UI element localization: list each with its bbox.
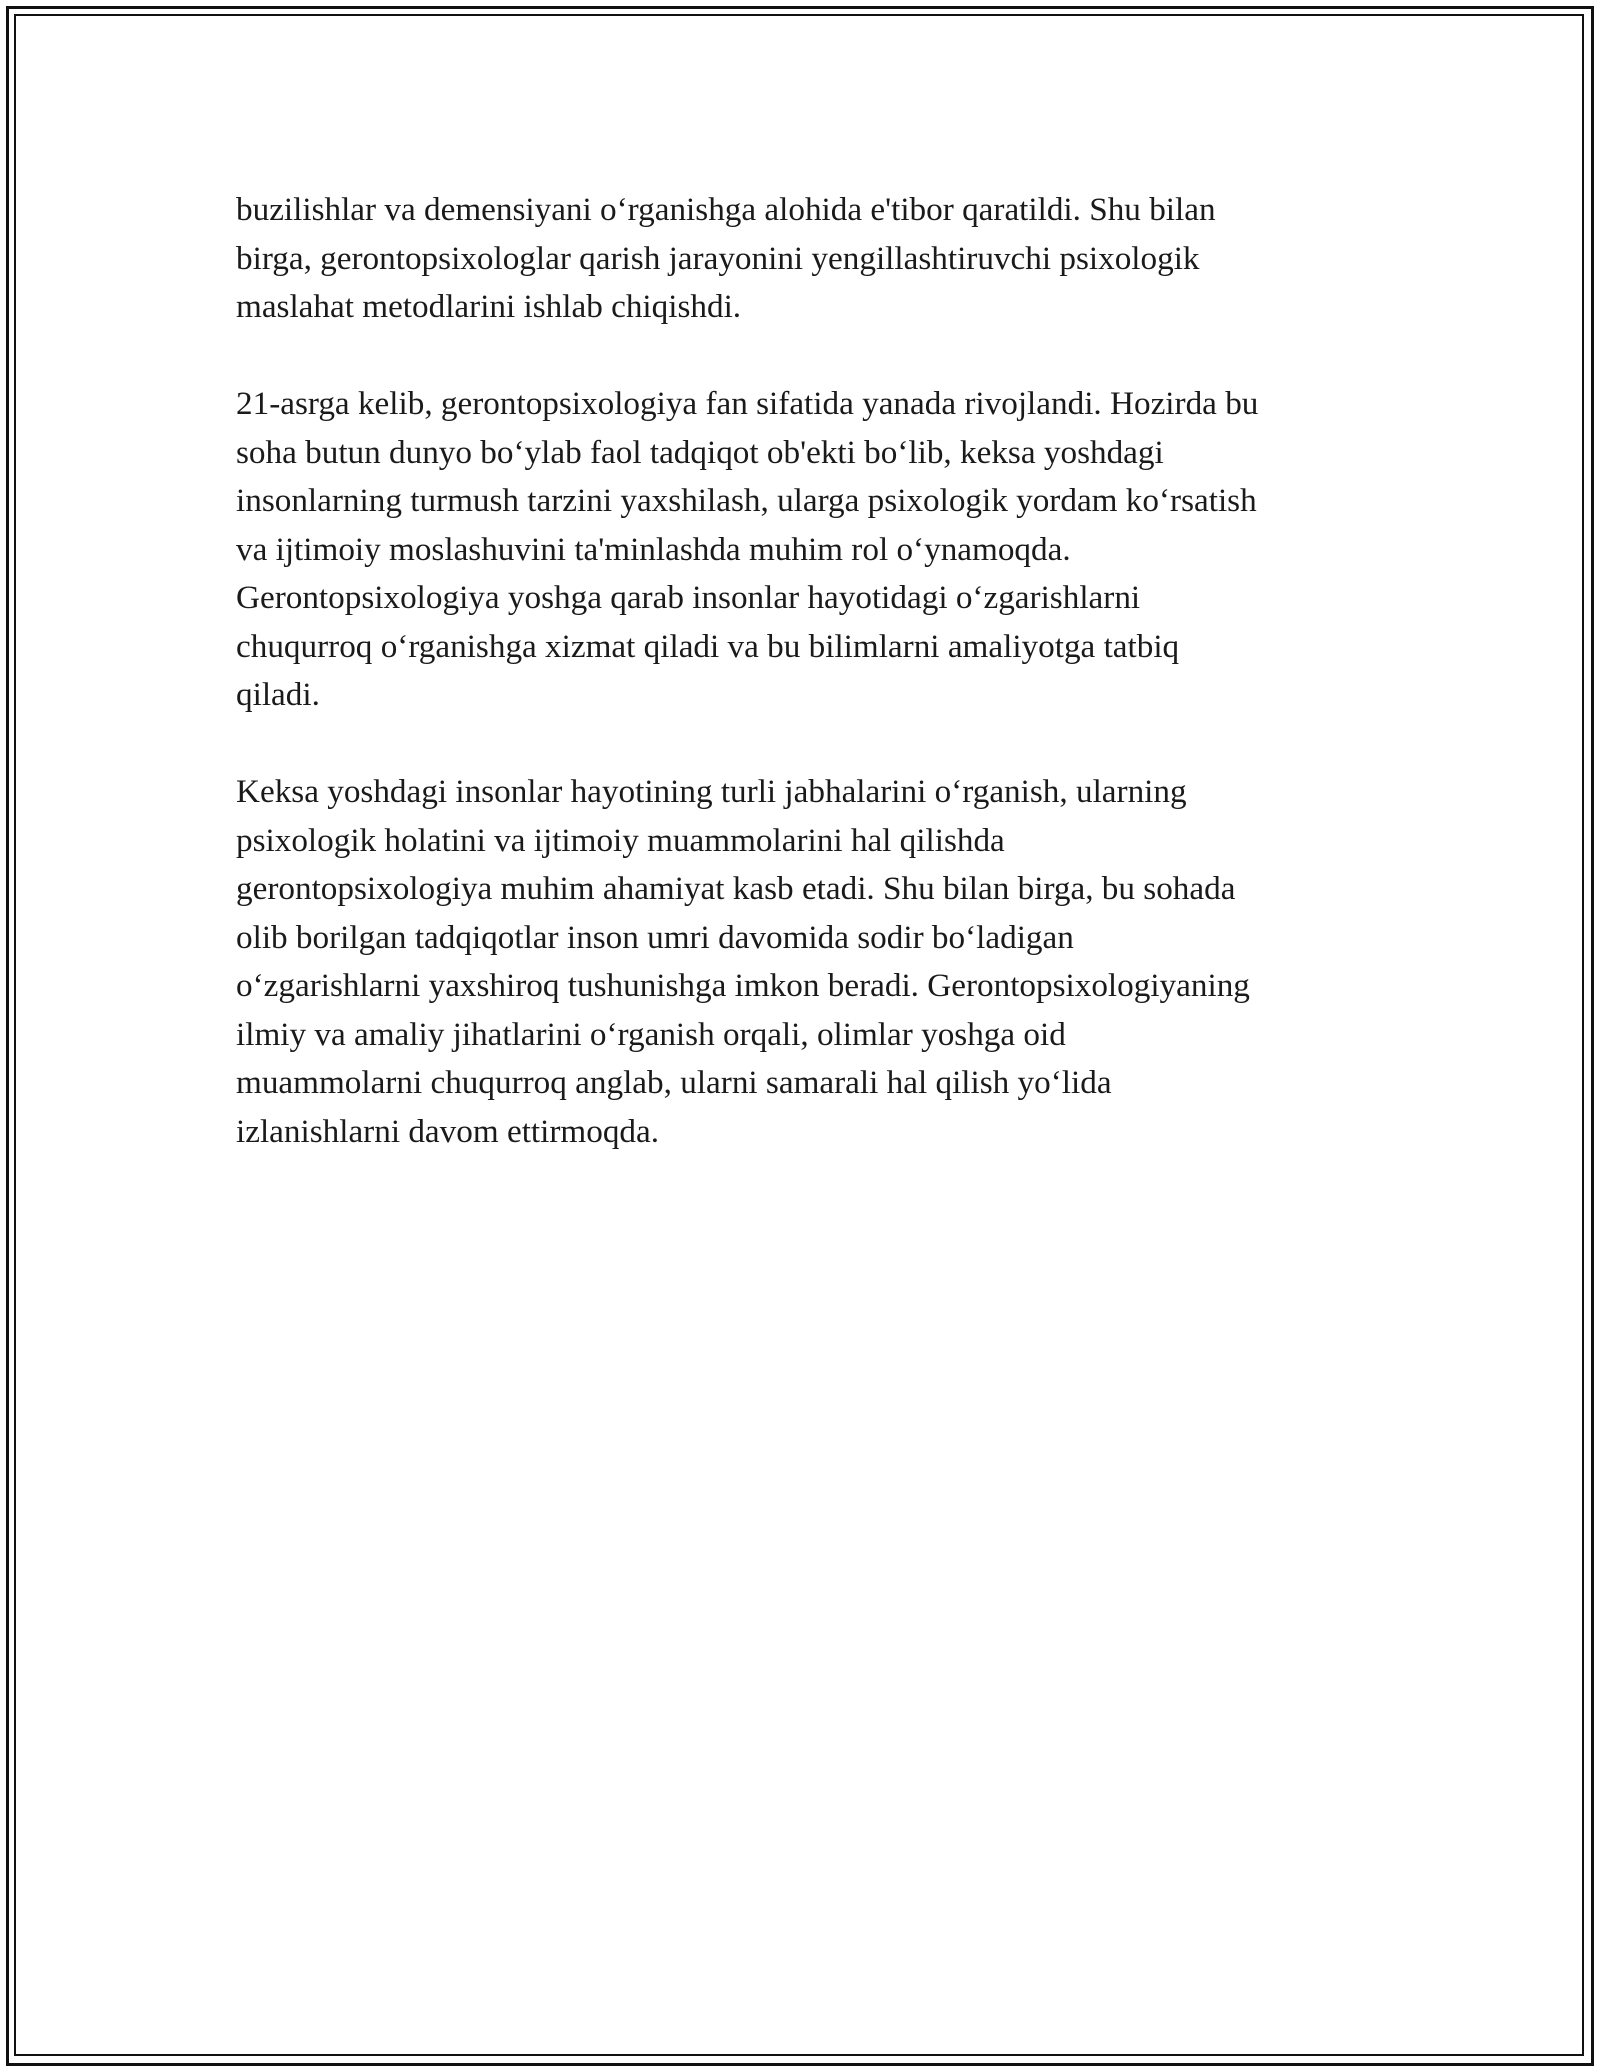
paragraph-2-line-7: qiladi. [236,676,320,713]
paragraph-2-line-1: 21-asrga kelib, gerontopsixologiya fan sifatida yanada rivojlandi. Hozirda bu [236,385,1259,422]
paragraph-3-line-7: muammolarni chuqurroq anglab, ularni samarali hal qilish yo‘lida [236,1064,1112,1101]
paragraph-1 [236,186,1366,332]
paragraph-3-line-3: gerontopsixologiya muhim ahamiyat kasb etadi. Shu bilan birga, bu sohada [236,870,1236,907]
paragraph-3-line-8: izlanishlarni davom ettirmoqda. [236,1112,660,1150]
paragraph-2-line-6: chuqurroq o‘rganishga xizmat qiladi va bu bilimlarni amaliyotga tatbiq [236,627,1180,665]
paragraph-2-line-5: Gerontopsixologiya yoshga qarab insonlar hayotidagi o‘zgarishlarni [236,579,1141,616]
paragraph-2-line-3: insonlarning turmush tarzini yaxshilash, ularga psixologik yordam ko‘rsatish [236,482,1257,519]
paragraph-3-line-1: Keksa yoshdagi insonlar hayotining turli jabhalarini o‘rganish, ularning [236,773,1187,810]
paragraph-2 [236,380,1366,720]
paragraph-3-line-4: olib borilgan tadqiqotlar inson umri davomida sodir bo‘ladigan [236,918,1074,956]
paragraph-3-line-5: o‘zgarishlarni yaxshiroq tushunishga imkon beradi. Gerontopsixologiyaning [236,967,1250,1004]
paragraph-3 [236,768,1366,1156]
document-body [236,186,1366,1205]
paragraph-2-line-2: soha butun dunyo bo‘ylab faol tadqiqot ob'ekti bo‘lib, keksa yoshdagi [236,433,1164,471]
paragraph-1-line-3: maslahat metodlarini ishlab chiqishdi. [236,288,742,325]
paragraph-1-line-1: buzilishlar va demensiyani o‘rganishga alohida e'tibor qaratildi. Shu bilan [236,191,1216,228]
paragraph-3-line-2: psixologik holatini va ijtimoiy muammolarini hal qilishda [236,821,1005,859]
paragraph-2-line-4: va ijtimoiy moslashuvini ta'minlashda muhim rol o‘ynamoqda. [236,530,1071,568]
paragraph-3-line-6: ilmiy va amaliy jihatlarini o‘rganish orqali, olimlar yoshga oid [236,1015,1066,1053]
paragraph-1-line-2: birga, gerontopsixologlar qarish jarayonini yengillashtiruvchi psixologik [236,239,1200,277]
